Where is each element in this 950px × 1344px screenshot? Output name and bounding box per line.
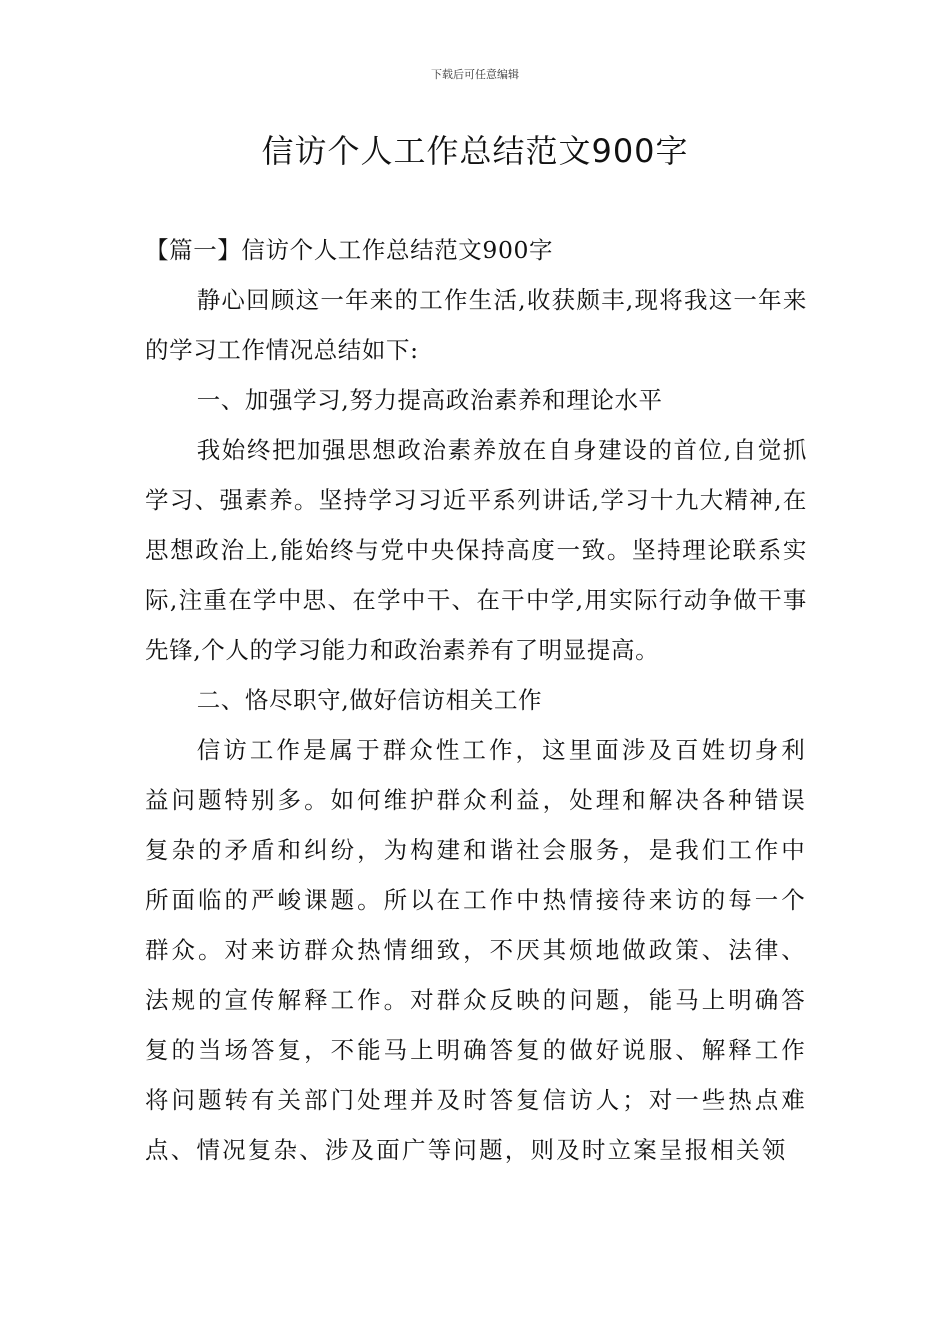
document-title: 信访个人工作总结范文900字 xyxy=(261,132,689,170)
header-note: 下载后可任意编辑 xyxy=(431,68,519,81)
section-heading-2: 二、恪尽职守,做好信访相关工作 xyxy=(196,686,543,714)
section-label: 【篇一】信访个人工作总结范文900字 xyxy=(145,236,554,264)
intro-paragraph: 静心回顾这一年来的工作生活,收获颇丰,现将我这一年来的学习工作情况总结如下: xyxy=(145,286,807,364)
section-heading-1: 一、加强学习,努力提高政治素养和理论水平 xyxy=(196,386,663,414)
document-body xyxy=(145,225,807,1175)
body-paragraph-1: 我始终把加强思想政治素养放在自身建设的首位,自觉抓学习、强素养。坚持学习习近平系列讲话,学习十九大精神,在思想政治上,能始终与党中央保持高度一致。坚持理论联系实际,注重在学中思、在学中干、在干中学,用实际行动争做干事先锋,个人的学习能力和政治素养有了明显提高。 xyxy=(145,436,807,664)
body-paragraph-2: 信访工作是属于群众性工作，这里面涉及百姓切身利益问题特别多。如何维护群众利益，处理和解决各种错误复杂的矛盾和纠纷，为构建和谐社会服务，是我们工作中所面临的严峻课题。所以在工作中热情接待来访的每一个群众。对来访群众热情细致，不厌其烦地做政策、法律、法规的宣传解释工作。对群众反映的问题，能马上明确答复的当场答复，不能马上明确答复的做好说服、解释工作将问题转有关部门处理并及时答复信访人；对一些热点难点、情况复杂、涉及面广等问题，则及时立案呈报相关领 xyxy=(145,736,807,1164)
